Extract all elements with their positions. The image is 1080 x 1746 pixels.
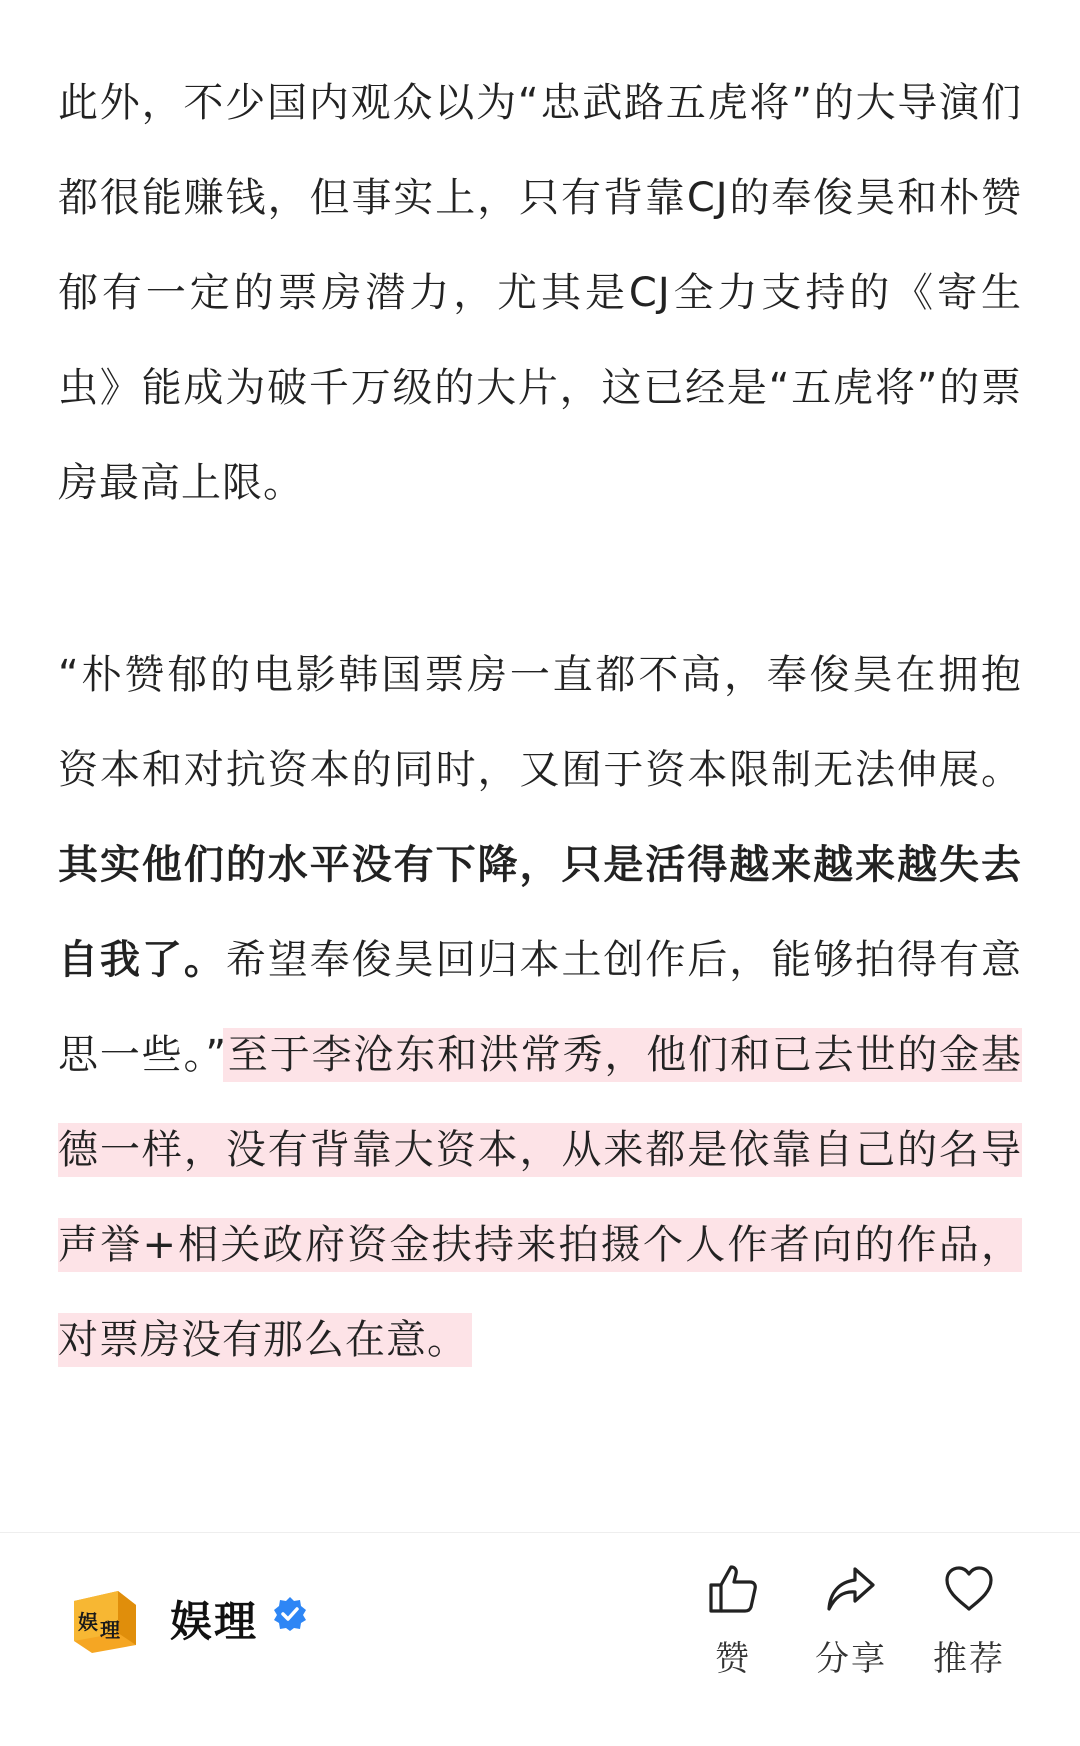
paragraph-2-bold-text: 其实他们的水平没有下降，只是活得越来越来越失去自我了。 [58,842,1022,983]
like-button[interactable] [678,1561,788,1680]
thumbs-up-icon [705,1561,761,1617]
paragraph-2-text-a: “朴赞郁的电影韩国票房一直都不高，奉俊昊在拥抱资本和对抗资本的同时，又囿于资本限制无法伸展。 [58,652,1022,793]
share-button[interactable] [796,1561,906,1680]
paragraph-1: 此外，不少国内观众以为“忠武路五虎将”的大导演们都很能赚钱，但事实上，只有背靠CJ的奉俊昊和朴赞郁有一定的票房潜力，尤其是CJ全力支持的《寄生虫》能成为破千万级的大片，这已经是“五虎将”的票房最高上限。 [58,80,1022,506]
svg-text:娱: 娱 [78,1610,98,1634]
author-bar [0,1533,1080,1746]
svg-text:理: 理 [100,1618,120,1642]
recommend-label: 推荐 [933,1639,1005,1679]
author-avatar[interactable] [68,1583,142,1657]
share-label: 分享 [815,1639,887,1679]
paragraph-2 [58,628,1022,1388]
verified-badge-icon [272,1596,308,1632]
author-name[interactable]: 娱理 [170,1597,259,1646]
article-body [58,56,1022,1388]
recommend-button[interactable] [914,1561,1024,1680]
heart-icon [941,1561,997,1617]
like-label: 赞 [715,1639,751,1679]
share-arrow-icon [823,1561,879,1617]
logo-icon [68,1583,142,1657]
paragraph-2-text-b: 希望奉俊昊回归本土创作后，能够拍得有意思一些。” [58,937,1023,1078]
highlighted-text[interactable]: 至于李沧东和洪常秀，他们和已去世的金基德一样，没有背靠大资本，从来都是依靠自己的名导声誉+相关政府资金扶持来拍摄个人作者向的作品，对票房没有那么在意。 [58,1032,1022,1363]
